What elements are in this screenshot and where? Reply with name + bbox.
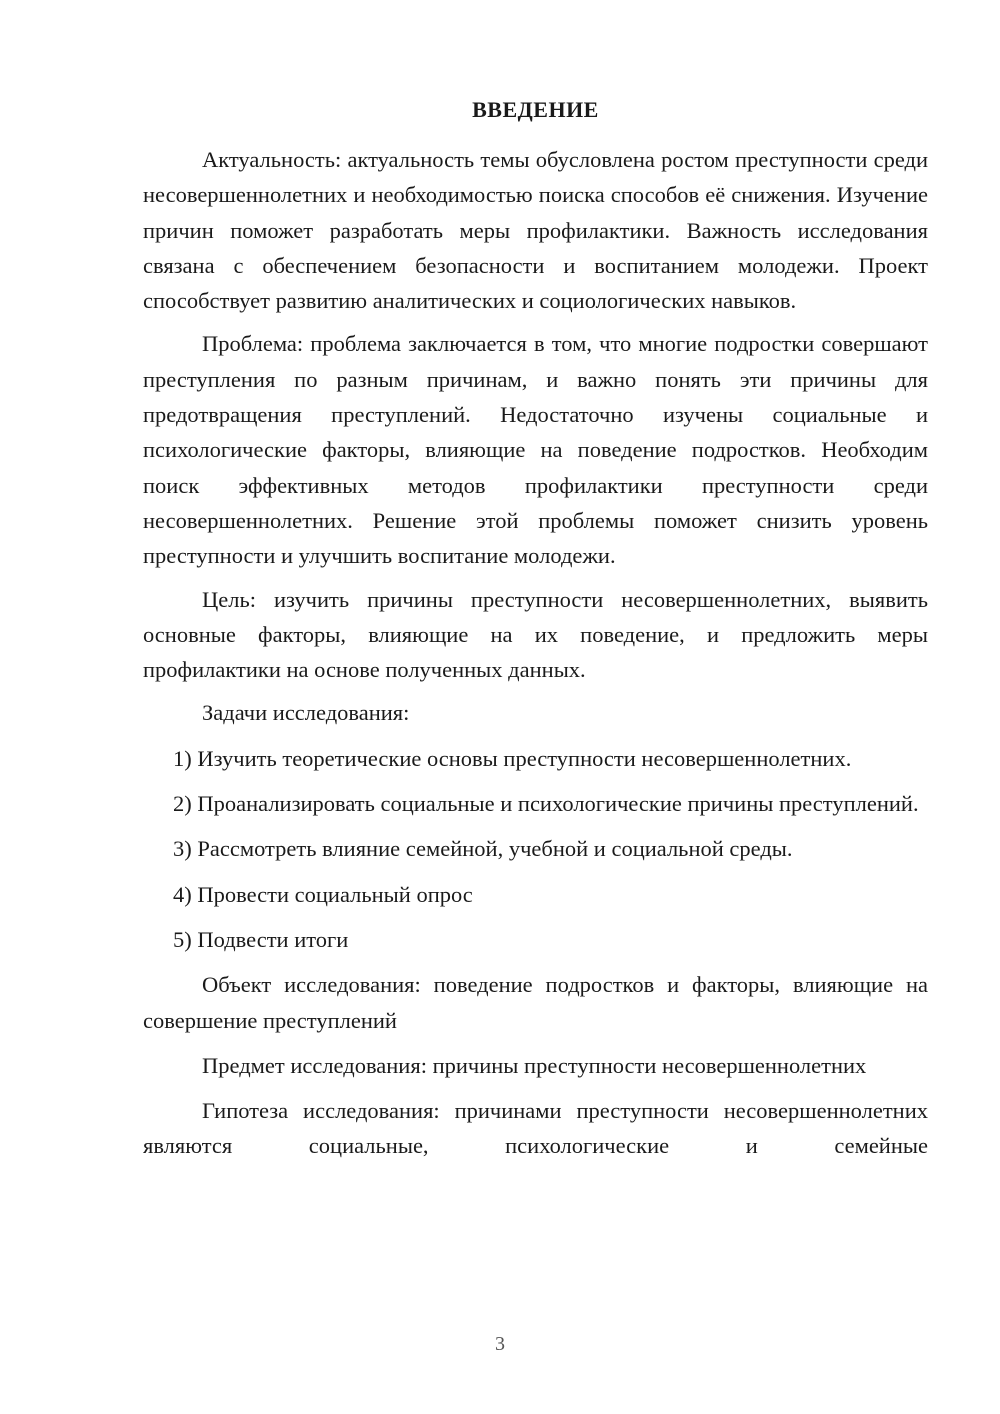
task-item-1: 1) Изучить теоретические основы преступности несовершеннолетних.: [173, 745, 852, 771]
hypothesis-paragraph: Гипотеза исследования: причинами преступности несовершеннолетних являются социальные, психологические и семейные: [143, 1098, 928, 1159]
document-page: [143, 92, 928, 1174]
object-paragraph: Объект исследования: поведение подростков и факторы, влияющие на совершение преступлений: [143, 972, 928, 1033]
goal-paragraph: Цель: изучить причины преступности несовершеннолетних, выявить основные факторы, влияющие на их поведение, и предложить меры профилактики на основе полученных данных.: [143, 586, 928, 683]
task-item-3: 3) Рассмотреть влияние семейной, учебной и социальной среды.: [173, 836, 793, 862]
problem-paragraph: Проблема: проблема заключается в том, что многие подростки совершают преступления по разным причинам, и важно понять эти причины для предотвращения преступлений. Недостаточно изучены социальные и психологические факторы, влияющие на поведение подростков. Необходим поиск эффективных методов профилактики преступности среди несовершеннолетних. Решение этой проблемы поможет снизить уровень преступности и улучшить воспитание молодежи.: [143, 331, 928, 569]
subject-paragraph: Предмет исследования: причины преступности несовершеннолетних: [202, 1052, 867, 1078]
tasks-heading: Задачи исследования:: [202, 700, 410, 726]
page-number: 3: [495, 1333, 505, 1355]
task-item-4: 4) Провести социальный опрос: [173, 881, 473, 907]
relevance-paragraph: Актуальность: актуальность темы обусловлена ростом преступности среди несовершеннолетних и необходимостью поиска способов её снижения. Изучение причин поможет разработать меры профилактики. Важность исследования связана с обеспечением безопасности и воспитанием молодежи. Проект способствует развитию аналитических и социологических навыков.: [143, 147, 928, 314]
section-title: ВВЕДЕНИЕ: [472, 97, 599, 122]
task-item-5: 5) Подвести итоги: [173, 926, 349, 952]
task-item-2: 2) Проанализировать социальные и психологические причины преступлений.: [173, 791, 919, 817]
